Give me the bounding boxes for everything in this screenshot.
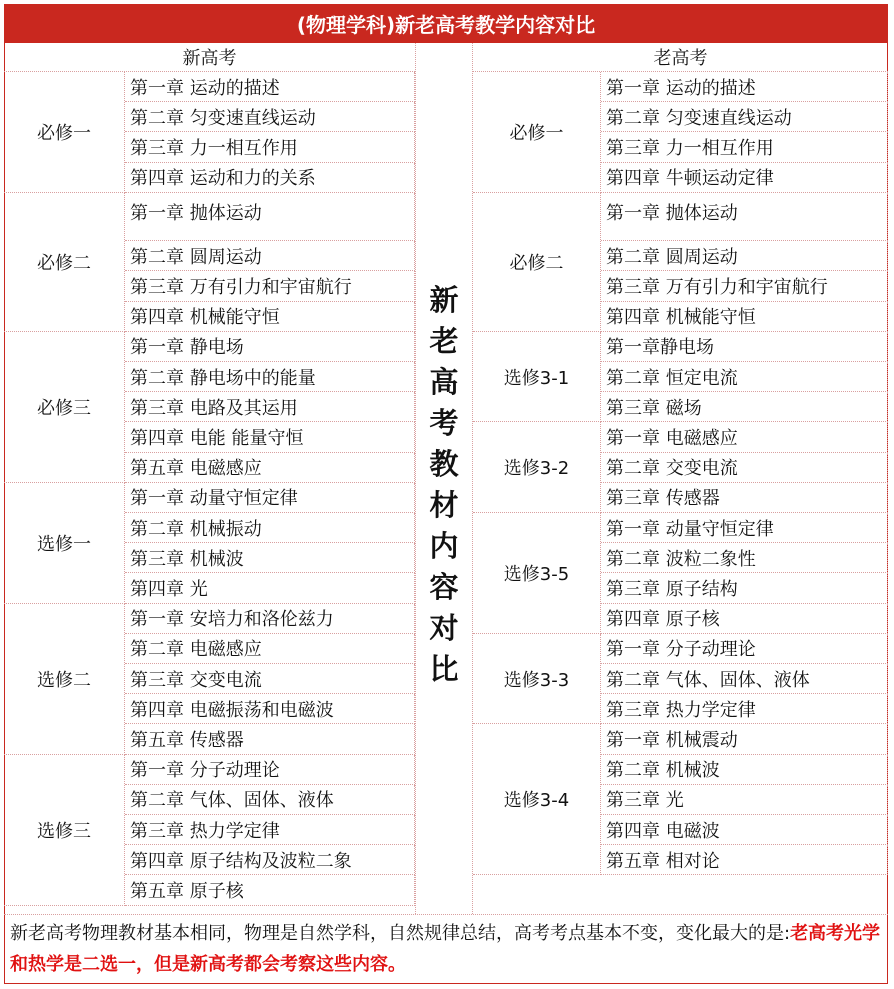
new-chapter-cell: 第二章 电磁感应: [125, 634, 415, 664]
middle-label-char: 老: [429, 324, 459, 358]
old-chapter-cell: 第三章 磁场: [601, 392, 888, 422]
new-chapter-cell: 第四章 电能 能量守恒: [125, 422, 415, 452]
old-chapter-cell: 第三章 万有引力和宇宙航行: [601, 271, 888, 301]
new-chapter-cell: 第三章 力一相互作用: [125, 132, 415, 162]
note-text: 新老高考物理教材基本相同，物理是自然学科，自然规律总结，高考考点基本不变，变化最大的是:: [10, 923, 791, 944]
new-column-header: 新高考: [4, 43, 415, 72]
page-title: (物理学科)新老高考教学内容对比: [4, 4, 888, 43]
old-chapter-cell: 第二章 圆周运动: [601, 241, 888, 271]
old-section-label: 选修3-1: [473, 332, 601, 423]
old-section-label: 选修3-2: [473, 422, 601, 513]
middle-label-char: 新: [429, 283, 459, 317]
old-chapter-cell: 第一章 运动的描述: [601, 72, 888, 102]
old-chapter-cell: 第二章 匀变速直线运动: [601, 102, 888, 132]
old-section-label: 必修一: [473, 72, 601, 193]
old-section-label: 选修3-4: [473, 724, 601, 875]
old-chapter-cell: 第四章 牛顿运动定律: [601, 163, 888, 193]
old-chapter-cell: 第一章 分子动理论: [601, 634, 888, 664]
new-chapter-cell: 第一章 抛体运动: [125, 193, 415, 241]
old-chapter-cell: 第一章 抛体运动: [601, 193, 888, 241]
new-chapter-cell: 第二章 机械振动: [125, 513, 415, 543]
old-column-header: 老高考: [473, 43, 888, 72]
old-chapter-cell: 第二章 恒定电流: [601, 362, 888, 392]
old-chapter-cell: 第二章 波粒二象性: [601, 543, 888, 573]
new-section-label: 必修二: [4, 193, 125, 332]
old-chapter-cell: 第一章 机械震动: [601, 724, 888, 754]
old-chapter-cell: 第一章 动量守恒定律: [601, 513, 888, 543]
new-chapter-cell: 第三章 万有引力和宇宙航行: [125, 271, 415, 301]
old-chapter-cell: 第二章 机械波: [601, 755, 888, 785]
new-chapter-cell: 第三章 热力学定律: [125, 815, 415, 845]
old-chapter-cell: 第二章 气体、固体、液体: [601, 664, 888, 694]
middle-label-char: 对: [429, 611, 459, 645]
middle-label-char: 材: [429, 488, 459, 522]
middle-label-char: 内: [429, 529, 459, 563]
new-chapter-cell: 第一章 安培力和洛伦兹力: [125, 604, 415, 634]
middle-label-char: 高: [429, 365, 459, 399]
new-chapter-cell: 第二章 匀变速直线运动: [125, 102, 415, 132]
new-chapter-cell: 第四章 原子结构及波粒二象: [125, 845, 415, 875]
new-chapter-cell: 第一章 静电场: [125, 332, 415, 362]
new-chapter-cell: 第四章 光: [125, 573, 415, 603]
old-chapter-cell: 第四章 电磁波: [601, 815, 888, 845]
new-chapter-cell: 第四章 机械能守恒: [125, 302, 415, 332]
new-chapter-cell: 第三章 电路及其运用: [125, 392, 415, 422]
new-section-label: 选修三: [4, 755, 125, 906]
new-chapter-cell: 第三章 机械波: [125, 543, 415, 573]
new-chapter-cell: 第四章 运动和力的关系: [125, 163, 415, 193]
new-chapter-cell: 第一章 动量守恒定律: [125, 483, 415, 513]
middle-label-char: 比: [429, 652, 459, 686]
new-chapter-cell: 第五章 原子核: [125, 875, 415, 905]
new-chapter-cell: 第一章 运动的描述: [125, 72, 415, 102]
new-chapter-cell: 第五章 电磁感应: [125, 453, 415, 483]
old-section-label: 选修3-3: [473, 634, 601, 725]
new-chapter-cell: 第三章 交变电流: [125, 664, 415, 694]
old-chapter-cell: 第三章 热力学定律: [601, 694, 888, 724]
old-section-label: 必修二: [473, 193, 601, 332]
old-chapter-cell: 第三章 传感器: [601, 483, 888, 513]
middle-vertical-label: [415, 280, 473, 690]
old-chapter-cell: 第四章 机械能守恒: [601, 302, 888, 332]
old-chapter-cell: 第二章 交变电流: [601, 453, 888, 483]
new-section-label: 选修二: [4, 604, 125, 755]
new-section-label: 必修三: [4, 332, 125, 483]
new-chapter-cell: 第五章 传感器: [125, 724, 415, 754]
old-chapter-cell: 第五章 相对论: [601, 845, 888, 875]
old-chapter-cell: 第一章 电磁感应: [601, 422, 888, 452]
old-chapter-cell: 第三章 力一相互作用: [601, 132, 888, 162]
new-chapter-cell: 第一章 分子动理论: [125, 755, 415, 785]
new-section-label: 选修一: [4, 483, 125, 604]
old-chapter-cell: 第三章 原子结构: [601, 573, 888, 603]
new-chapter-cell: 第二章 静电场中的能量: [125, 362, 415, 392]
new-chapter-cell: 第二章 气体、固体、液体: [125, 785, 415, 815]
note-divider: [4, 914, 888, 915]
old-chapter-cell: 第三章 光: [601, 785, 888, 815]
new-chapter-cell: 第二章 圆周运动: [125, 241, 415, 271]
old-chapter-cell: 第一章静电场: [601, 332, 888, 362]
middle-label-char: 考: [429, 406, 459, 440]
middle-label-char: 容: [429, 570, 459, 604]
new-chapter-cell: 第四章 电磁振荡和电磁波: [125, 694, 415, 724]
new-section-label: 必修一: [4, 72, 125, 193]
old-chapter-cell: 第四章 原子核: [601, 604, 888, 634]
old-section-label: 选修3-5: [473, 513, 601, 634]
note-highlight: 老高考光学和热学是二选一，但是新高考都会考察这些内容。: [10, 923, 881, 975]
middle-label-char: 教: [429, 447, 459, 481]
footer-note: [10, 918, 882, 980]
